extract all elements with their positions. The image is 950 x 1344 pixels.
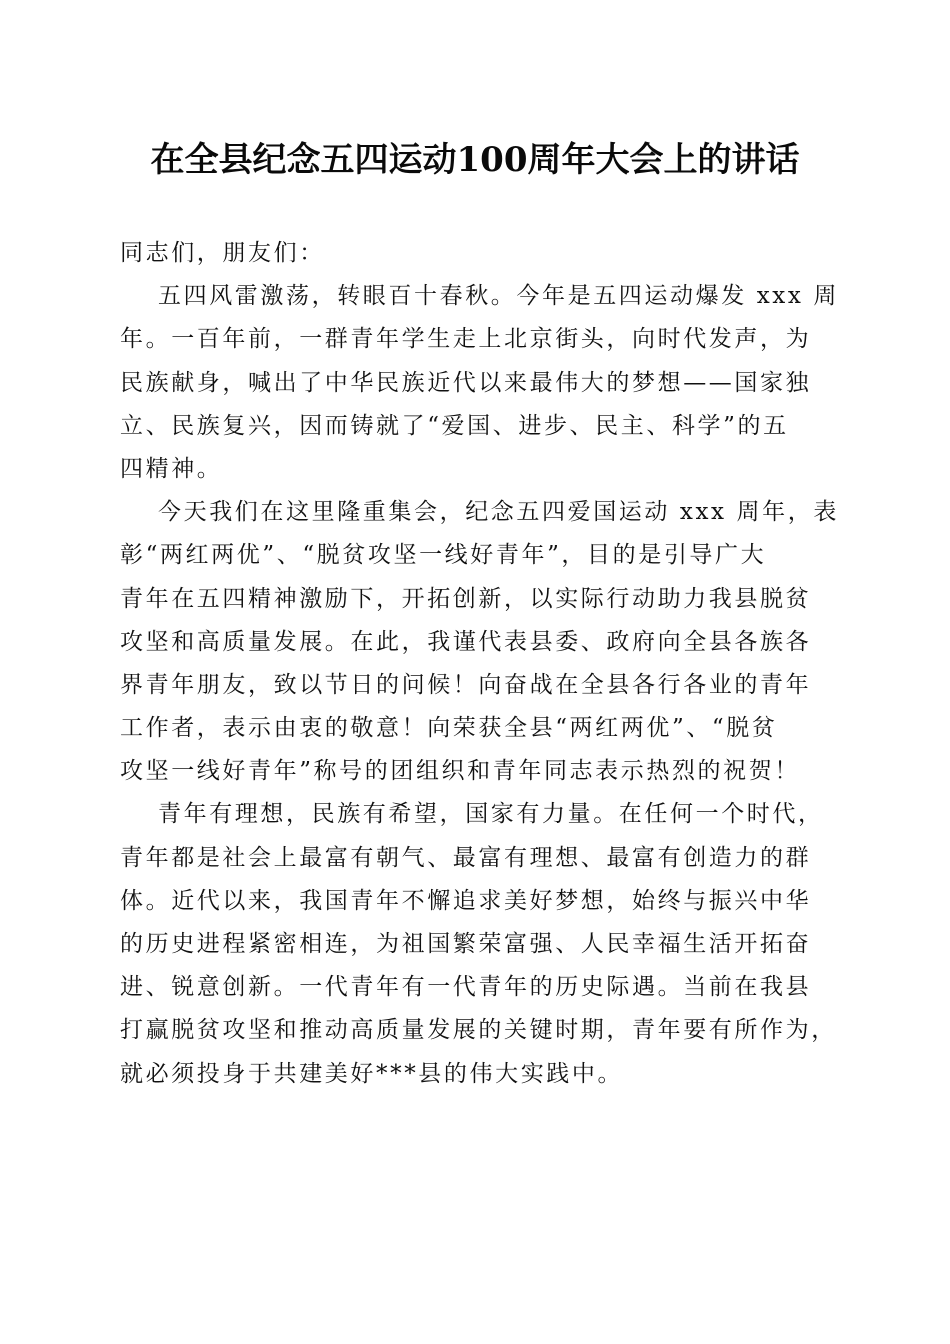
document-title: 在全县纪念五四运动100周年大会上的讲话 bbox=[150, 140, 800, 180]
paragraph-line: 五四风雷激荡，转眼百十春秋。今年是五四运动爆发 xxx 周 bbox=[158, 283, 839, 310]
paragraph-3 bbox=[120, 793, 837, 1095]
salutation: 同志们，朋友们： bbox=[120, 240, 325, 266]
paragraph-2 bbox=[120, 491, 839, 793]
paragraph-1 bbox=[120, 275, 839, 491]
paragraph-line: 界青年朋友，致以节日的问候！向奋战在全县各行各业的青年 bbox=[120, 671, 812, 698]
paragraph-line: 民族献身，喊出了中华民族近代以来最伟大的梦想——国家独 bbox=[120, 369, 812, 396]
paragraph-line: 年。一百年前，一群青年学生走上北京街头，向时代发声，为 bbox=[120, 326, 812, 353]
paragraph-line: 就必须投身于共建美好***县的伟大实践中。 bbox=[120, 1060, 624, 1087]
paragraph-line: 青年有理想，民族有希望，国家有力量。在任何一个时代， bbox=[158, 801, 824, 828]
paragraph-line: 彰“两红两优”、“脱贫攻坚一线好青年”，目的是引导广大 bbox=[120, 542, 767, 569]
paragraph-line: 攻坚一线好青年”称号的团组织和青年同志表示热烈的祝贺！ bbox=[120, 758, 800, 785]
document-body bbox=[120, 232, 839, 1096]
paragraph-line: 青年都是社会上最富有朝气、最富有理想、最富有创造力的群 bbox=[120, 844, 812, 871]
paragraph-line: 进、锐意创新。一代青年有一代青年的历史际遇。当前在我县 bbox=[120, 974, 812, 1001]
paragraph-line: 体。近代以来，我国青年不懈追求美好梦想，始终与振兴中华 bbox=[120, 887, 812, 914]
paragraph-line: 工作者，表示由衷的敬意！向荣获全县“两红两优”、“脱贫 bbox=[120, 715, 778, 742]
paragraph-line: 青年在五四精神激励下，开拓创新，以实际行动助力我县脱贫 bbox=[120, 585, 812, 612]
paragraph-line: 今天我们在这里隆重集会，纪念五四爱国运动 xxx 周年，表 bbox=[158, 499, 839, 526]
paragraph-line: 攻坚和高质量发展。在此，我谨代表县委、政府向全县各族各 bbox=[120, 628, 812, 655]
paragraph-line: 的历史进程紧密相连，为祖国繁荣富强、人民幸福生活开拓奋 bbox=[120, 931, 812, 957]
paragraph-line: 立、民族复兴，因而铸就了“爱国、进步、民主、科学”的五 bbox=[120, 412, 789, 439]
paragraph-line: 打赢脱贫攻坚和推动高质量发展的关键时期，青年要有所作为， bbox=[120, 1017, 837, 1044]
paragraph-line: 四精神。 bbox=[120, 455, 223, 482]
